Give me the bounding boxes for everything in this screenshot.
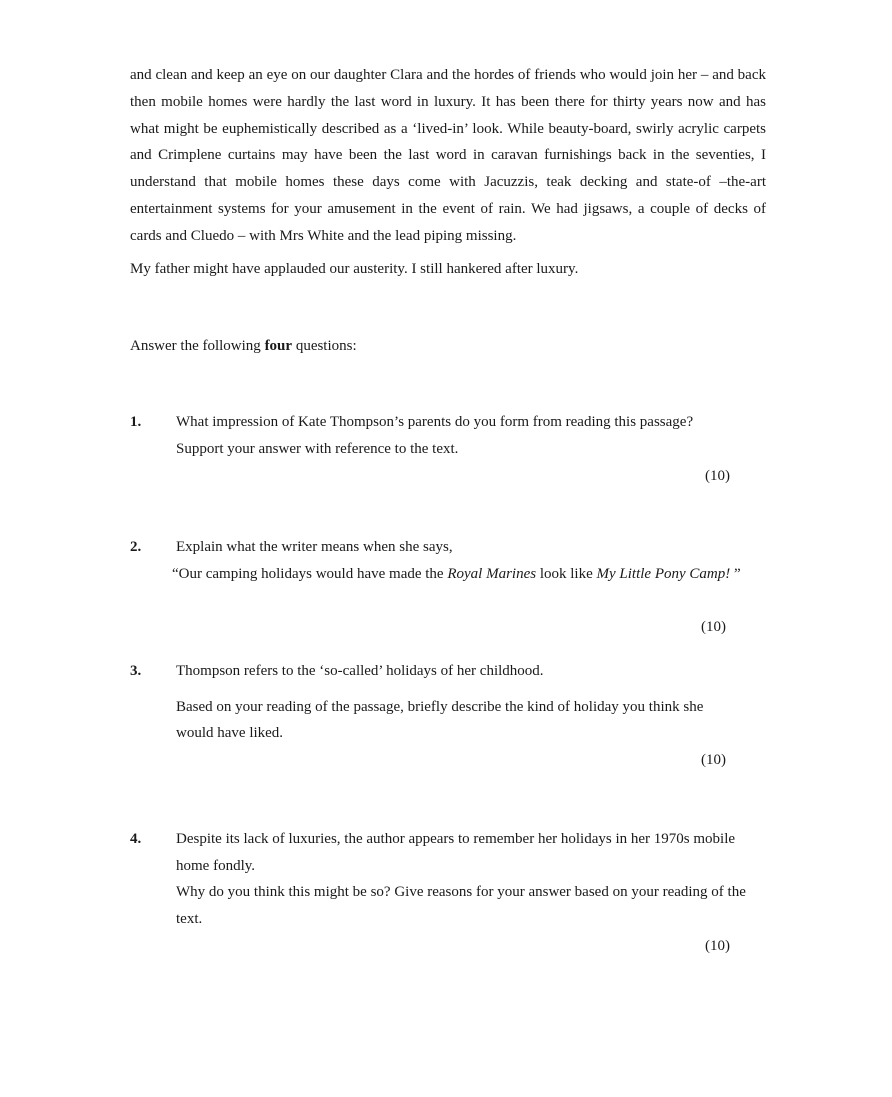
question-number: 2. <box>130 539 142 555</box>
question-line: What impression of Kate Thompson’s parents do you form from reading this passage? <box>176 414 694 430</box>
question-text <box>176 826 766 932</box>
question-number: 4. <box>130 831 142 847</box>
quote-text: look like <box>536 565 597 582</box>
passage-paragraph: My father might have applauded our austerity. I still hankered after luxury. <box>130 260 579 277</box>
marks-label: (10) <box>705 468 730 484</box>
question-line: Based on your reading of the passage, briefly describe the kind of holiday you think she would have liked. <box>176 698 704 741</box>
quote-italic: Royal Marines <box>447 565 537 582</box>
question-line: Explain what the writer means when she says, <box>176 539 453 555</box>
question-text <box>172 534 766 587</box>
passage-paragraph: and clean and keep an eye on our daughter Clara and the hordes of friends who would join her – and back then mobile homes were hardly the last word in luxury. It has been there for thirty years now and has what might be euphemistically described as a ‘lived-in’ look. While beauty-board, swirly acrylic carpets and Crimplene curtains may have been the last word in caravan furnishings back in the seventies, I understand that mobile homes these days come with Jacuzzis, teak decking and state-of –the-art entertainment systems for your amusement in the event of rain. We had jigsaws, a couple of decks of cards and Cluedo – with Mrs White and the lead piping missing. <box>130 67 766 244</box>
instructions <box>130 334 357 358</box>
quotation <box>172 561 766 588</box>
instructions-emphasis: four <box>264 338 293 354</box>
marks-label: (10) <box>701 619 726 635</box>
question-text <box>176 658 766 747</box>
marks-label: (10) <box>701 752 726 768</box>
quote-text: “Our camping holidays would have made the <box>172 565 448 582</box>
instructions-text: questions: <box>292 338 357 354</box>
quote-text: ” <box>730 565 741 582</box>
instructions-text: Answer the following <box>130 338 265 354</box>
question-number: 1. <box>130 414 142 430</box>
question-line: Why do you think this might be so? Give reasons for your answer based on your reading of the text. <box>176 884 746 927</box>
question-line: Despite its lack of luxuries, the author appears to remember her holidays in her 1970s mobile home fondly. <box>176 831 736 874</box>
question-number: 3. <box>130 663 142 679</box>
quote-italic: My Little Pony Camp! <box>596 565 731 582</box>
marks-label: (10) <box>705 938 730 954</box>
question-text <box>176 409 766 462</box>
question-line: Thompson refers to the ‘so-called’ holidays of her childhood. <box>176 663 544 679</box>
passage <box>130 62 766 282</box>
question-line: Support your answer with reference to the text. <box>176 440 459 457</box>
